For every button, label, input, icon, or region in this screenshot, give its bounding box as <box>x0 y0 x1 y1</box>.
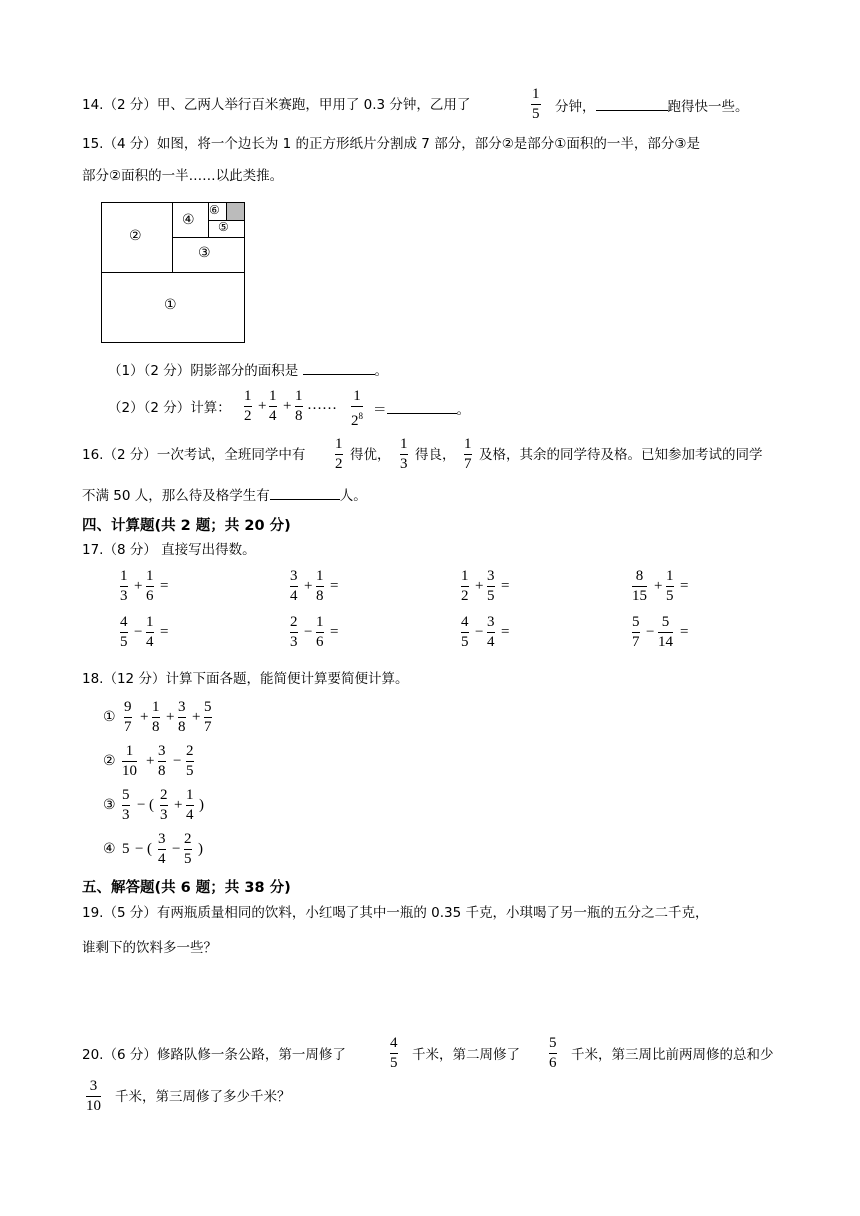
numerator: 1 <box>532 86 540 102</box>
q20-text: 20.（6 分）修路队修一条公路，第一周修了 <box>82 1047 346 1063</box>
q20-text-a: 千米，第二周修了 <box>412 1047 520 1063</box>
minus-sign: − <box>135 841 144 857</box>
e1-term-1: 9 7 <box>124 699 132 735</box>
q14-fraction <box>531 86 541 123</box>
plus-sign: + <box>258 398 267 414</box>
equals-sign: = <box>330 578 339 594</box>
q16-text-a: 得优， <box>350 447 391 463</box>
q15-line2: 部分②面积的一半……以此类推。 <box>82 168 284 184</box>
q17-row2-3-term-b: 5 14 <box>658 614 673 650</box>
q15-sub2-answer: ＝ 。 <box>373 398 470 420</box>
equals-sign: = <box>680 624 689 640</box>
e4-lead: 5 <box>122 841 130 857</box>
mark-4: ④ <box>103 841 116 857</box>
sub2-term-3: 1 8 <box>295 388 303 424</box>
plus-sign: + <box>140 709 149 725</box>
label-region-3: ③ <box>198 245 211 261</box>
section-5-heading: 五、解答题(共 6 题；共 38 分) <box>82 880 291 896</box>
plus-sign: + <box>192 709 201 725</box>
sub2-term-1: 1 2 <box>244 388 252 424</box>
q17-row1-2-term-b: 3 5 <box>487 568 495 604</box>
minus-sign: − <box>137 797 146 813</box>
label-region-4: ④ <box>182 212 195 228</box>
e2-term-2: 3 8 <box>158 743 166 779</box>
q17-row2-3-term-a: 5 7 <box>632 614 640 650</box>
q17-row1-1-term-b: 1 8 <box>316 568 324 604</box>
left-paren: ( <box>149 797 154 813</box>
minus-sign: − <box>172 841 181 857</box>
e4-term-2: 2 5 <box>184 831 192 867</box>
q17-row2-2-term-b: 3 4 <box>487 614 495 650</box>
plus-sign: + <box>166 709 175 725</box>
q15-square-figure <box>101 202 245 343</box>
q14-answer-blank[interactable] <box>596 95 668 111</box>
q17-title: 17.（8 分） 直接写出得数。 <box>82 542 256 558</box>
operator-sign: + <box>304 578 313 594</box>
plus-sign: + <box>146 753 155 769</box>
equals-sign: = <box>501 578 510 594</box>
equals-sign: = <box>330 624 339 640</box>
left-paren: ( <box>147 841 152 857</box>
plus-sign: + <box>283 398 292 414</box>
q15-sub1: （1）（2 分）阴影部分的面积是 。 <box>108 359 388 381</box>
q17-row1-0-term-b: 1 6 <box>146 568 154 604</box>
q16-fraction-c: 1 7 <box>464 436 472 472</box>
e3-lead: 5 3 <box>122 787 130 823</box>
q17-row1-3-term-a: 8 15 <box>632 568 647 604</box>
label-region-1: ① <box>164 297 177 313</box>
label-region-6: ⑥ <box>209 203 220 217</box>
minus-sign: − <box>173 753 182 769</box>
q15-sub2-blank[interactable] <box>387 398 457 414</box>
mark-1: ① <box>103 709 116 725</box>
right-paren: ) <box>198 841 203 857</box>
q14-text-b: 分钟， 跑得快一些。 <box>555 95 749 117</box>
operator-sign: − <box>134 624 143 640</box>
q17-row2-1-term-b: 1 6 <box>316 614 324 650</box>
equals-sign: = <box>501 624 510 640</box>
section-4-heading: 四、计算题(共 2 题；共 20 分) <box>82 518 291 534</box>
q16-text-b: 得良， <box>415 447 456 463</box>
q20-text-c: 千米，第三周修了多少千米？ <box>115 1089 291 1105</box>
label-region-2: ② <box>129 228 142 244</box>
q17-row1-2-term-a: 1 2 <box>461 568 469 604</box>
q16-answer-blank[interactable] <box>270 484 340 500</box>
q16-fraction-b: 1 3 <box>400 436 408 472</box>
e1-term-3: 3 8 <box>178 699 186 735</box>
sub2-term-2: 1 4 <box>269 388 277 424</box>
operator-sign: + <box>654 578 663 594</box>
e2-term-3: 2 5 <box>186 743 194 779</box>
denominator: 5 <box>532 106 540 122</box>
q16-line2: 不满 50 人，那么待及格学生有 人。 <box>82 484 367 506</box>
e4-term-1: 3 4 <box>158 831 166 867</box>
q20-fraction-c: 3 10 <box>86 1078 101 1114</box>
q15-sub1-blank[interactable] <box>303 359 375 375</box>
q16-fraction-a: 1 2 <box>335 436 343 472</box>
equals-sign: = <box>160 578 169 594</box>
label-region-5: ⑤ <box>218 220 229 234</box>
q19-line1: 19.（5 分）有两瓶质量相同的饮料，小红喝了其中一瓶的 0.35 千克，小琪喝了另一瓶的五分之二千克， <box>82 905 709 921</box>
q14-text: 14.（2 分）甲、乙两人举行百米赛跑，甲用了 0.3 分钟，乙用了 <box>82 97 471 113</box>
q18-title: 18.（12 分）计算下面各题，能简便计算要简便计算。 <box>82 671 409 687</box>
operator-sign: − <box>646 624 655 640</box>
q17-row2-1-term-a: 2 3 <box>290 614 298 650</box>
equals-sign: = <box>680 578 689 594</box>
mark-3: ③ <box>103 797 116 813</box>
q20-fraction-b: 5 6 <box>549 1035 557 1071</box>
e1-term-2: 1 8 <box>152 699 160 735</box>
equals-sign: = <box>160 624 169 640</box>
right-paren: ) <box>199 797 204 813</box>
plus-sign: + <box>174 797 183 813</box>
q17-row2-0-term-a: 4 5 <box>120 614 128 650</box>
mark-2: ② <box>103 753 116 769</box>
ellipsis: …… <box>307 397 337 413</box>
q15-line1: 15.（4 分）如图，将一个边长为 1 的正方形纸片分割成 7 部分，部分②是部分①面积的一半，部分③是 <box>82 136 700 152</box>
q16-text: 16.（2 分）一次考试，全班同学中有 <box>82 447 306 463</box>
q17-row1-0-term-a: 1 3 <box>120 568 128 604</box>
e3-term-2: 1 4 <box>186 787 194 823</box>
q17-row1-1-term-a: 3 4 <box>290 568 298 604</box>
q17-row2-2-term-a: 4 5 <box>461 614 469 650</box>
q19-line2: 谁剩下的饮料多一些？ <box>82 940 217 956</box>
q20-fraction-a: 4 5 <box>390 1035 398 1071</box>
q20-text-b: 千米，第三周比前两周修的总和少 <box>571 1047 774 1063</box>
sub2-last-term: 1 $2^8$ <box>351 388 363 429</box>
operator-sign: − <box>475 624 484 640</box>
operator-sign: + <box>134 578 143 594</box>
e1-term-4: 5 7 <box>204 699 212 735</box>
e2-term-1: 1 10 <box>122 743 137 779</box>
q17-row1-3-term-b: 1 5 <box>666 568 674 604</box>
q17-row2-0-term-b: 1 4 <box>146 614 154 650</box>
operator-sign: − <box>304 624 313 640</box>
operator-sign: + <box>475 578 484 594</box>
shaded-region <box>226 202 245 221</box>
q16-text-c: 及格，其余的同学待及格。已知参加考试的同学 <box>479 447 763 463</box>
q15-sub2-label: （2）（2 分）计算： <box>108 400 231 416</box>
e3-term-1: 2 3 <box>160 787 168 823</box>
